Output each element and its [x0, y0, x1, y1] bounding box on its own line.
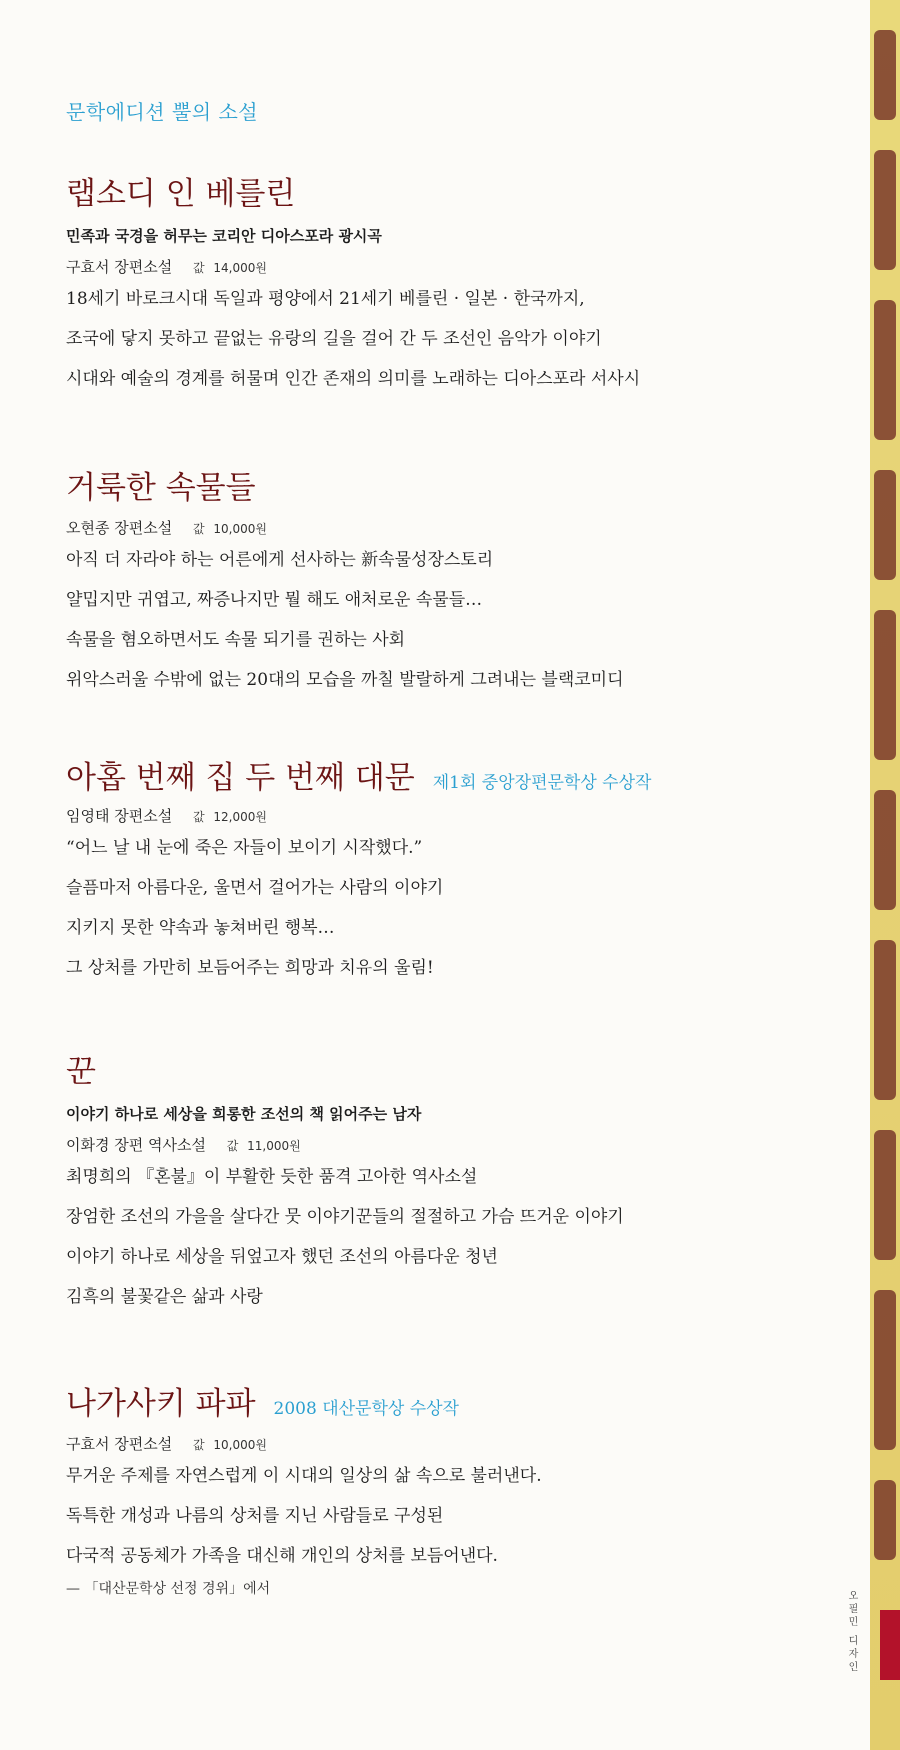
book-price: 11,000원	[247, 1139, 301, 1153]
description-line: 지키지 못한 약속과 놓쳐버린 행복…	[66, 918, 335, 938]
description-line: 아직 더 자라야 하는 어른에게 선사하는 新속물성장스토리	[66, 550, 494, 570]
description-line: 조국에 닿지 못하고 끝없는 유랑의 길을 걸어 간 두 조선인 음악가 이야기	[66, 329, 602, 349]
book-subtitle: 이야기 하나로 세상을 희롱한 조선의 책 읽어주는 남자	[66, 1105, 422, 1123]
price-label: 값	[192, 261, 205, 275]
book-meta	[66, 1134, 846, 1155]
book-description	[66, 540, 846, 700]
book-entry	[66, 752, 846, 988]
description-line: 그 상처를 가만히 보듬어주는 희망과 치유의 울림!	[66, 958, 434, 978]
strip-mark	[874, 150, 896, 270]
book-price: 12,000원	[213, 810, 267, 824]
strip-mark	[874, 1130, 896, 1260]
description-line: 장엄한 조선의 가을을 살다간 뭇 이야기꾼들의 절절하고 가슴 뜨거운 이야기	[66, 1207, 624, 1227]
award-label: 제1회 중앙장편문학상 수상작	[432, 773, 652, 793]
strip-mark	[874, 470, 896, 580]
strip-red-band	[880, 1610, 900, 1680]
book-meta	[66, 256, 846, 277]
book-price: 14,000원	[213, 261, 267, 275]
description-line: 속물을 혐오하면서도 속물 되기를 권하는 사회	[66, 630, 406, 650]
book-meta	[66, 805, 846, 826]
strip-mark	[874, 610, 896, 760]
book-title: 꾼	[66, 1054, 96, 1090]
quote-source: — 「대산문학상 선정 경위」에서	[66, 1581, 271, 1597]
strip-mark	[874, 30, 896, 120]
designer-credit: 오필민 디자인	[846, 1590, 857, 1675]
book-author: 오현종 장편소설	[66, 519, 173, 537]
book-title-row	[66, 168, 846, 213]
book-title: 거룩한 속물들	[66, 470, 256, 506]
description-line: 18세기 바로크시대 독일과 평양에서 21세기 베를린 · 일본 · 한국까지,	[66, 289, 585, 309]
book-author: 임영태 장편소설	[66, 807, 173, 825]
book-meta	[66, 1433, 846, 1454]
price-label: 값	[192, 1438, 205, 1452]
book-description	[66, 1456, 846, 1576]
strip-mark	[874, 1290, 896, 1450]
description-line: 독특한 개성과 나름의 상처를 지닌 사람들로 구성된	[66, 1506, 444, 1526]
description-line: 다국적 공동체가 가족을 대신해 개인의 상처를 보듬어낸다.	[66, 1546, 498, 1566]
book-description	[66, 828, 846, 988]
book-title-row	[66, 752, 846, 797]
book-author: 구효서 장편소설	[66, 1435, 173, 1453]
book-title-row	[66, 1046, 846, 1091]
book-title: 아홉 번째 집 두 번째 대문	[66, 760, 415, 796]
book-price: 10,000원	[213, 1438, 267, 1452]
description-line: 최명희의 『혼불』이 부활한 듯한 품격 고아한 역사소설	[66, 1167, 478, 1187]
strip-mark	[874, 940, 896, 1100]
book-subtitle: 민족과 국경을 허무는 코리안 디아스포라 광시곡	[66, 227, 382, 245]
series-label: 문학에디션 뿔의 소설	[66, 100, 259, 124]
decorative-cover-strip	[870, 0, 900, 1750]
book-price: 10,000원	[213, 522, 267, 536]
description-line: 얄밉지만 귀엽고, 짜증나지만 뭘 해도 애처로운 속물들…	[66, 590, 483, 610]
award-label: 2008 대산문학상 수상작	[273, 1399, 459, 1419]
description-line: 슬픔마저 아름다운, 울면서 걸어가는 사람의 이야기	[66, 878, 444, 898]
description-line: 김흑의 불꽃같은 삶과 사랑	[66, 1287, 263, 1307]
book-author: 이화경 장편 역사소설	[66, 1136, 206, 1154]
strip-mark	[874, 1480, 896, 1560]
description-line: 무거운 주제를 자연스럽게 이 시대의 일상의 삶 속으로 불러낸다.	[66, 1466, 542, 1486]
book-title-row	[66, 1378, 846, 1423]
book-description	[66, 1157, 846, 1317]
book-entry	[66, 462, 846, 700]
book-description	[66, 279, 846, 399]
price-label: 값	[192, 810, 205, 824]
book-entry	[66, 1378, 846, 1598]
price-label: 값	[226, 1139, 239, 1153]
book-title: 랩소디 인 베를린	[66, 176, 296, 212]
price-label: 값	[192, 522, 205, 536]
description-line: 이야기 하나로 세상을 뒤엎고자 했던 조선의 아름다운 청년	[66, 1247, 498, 1267]
strip-mark	[874, 790, 896, 910]
book-title: 나가사키 파파	[66, 1386, 256, 1422]
description-line: 시대와 예술의 경계를 허물며 인간 존재의 의미를 노래하는 디아스포라 서사시	[66, 369, 641, 389]
book-meta	[66, 517, 846, 538]
description-line: “어느 날 내 눈에 죽은 자들이 보이기 시작했다.”	[66, 838, 423, 858]
book-entry	[66, 168, 846, 399]
book-author: 구효서 장편소설	[66, 258, 173, 276]
description-line: 위악스러울 수밖에 없는 20대의 모습을 까칠 발랄하게 그려내는 블랙코미디	[66, 670, 624, 690]
book-entry	[66, 1046, 846, 1317]
book-title-row	[66, 462, 846, 507]
strip-mark	[874, 300, 896, 440]
